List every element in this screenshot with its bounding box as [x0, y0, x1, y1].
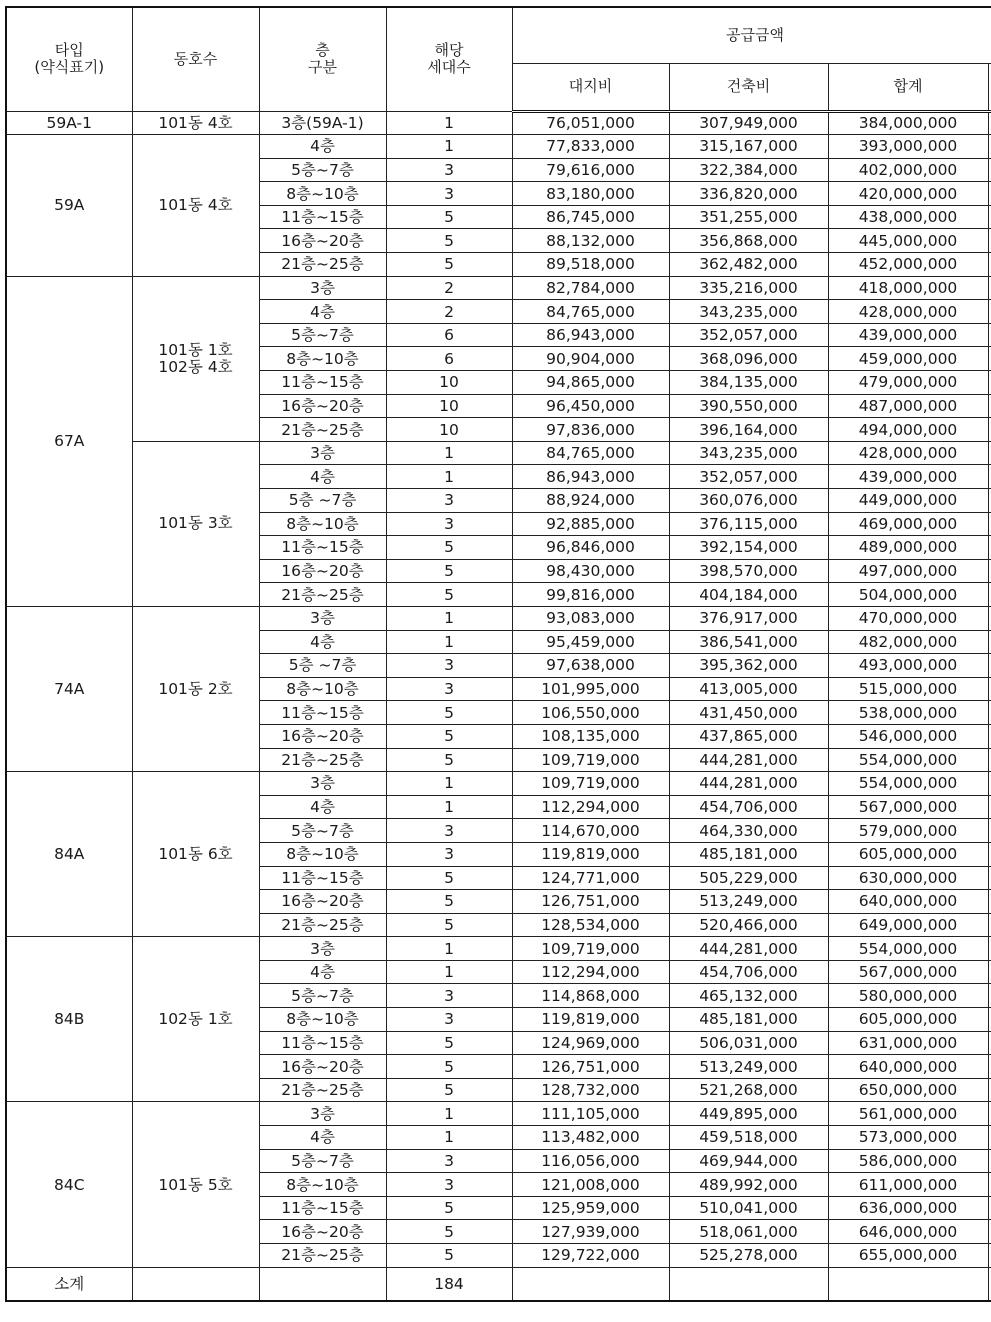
- total-cell: 384,000,000: [828, 111, 988, 135]
- land-cost-cell: 109,719,000: [512, 748, 669, 772]
- floor-cell: 3층: [259, 1102, 386, 1126]
- floor-cell: 3층: [259, 441, 386, 465]
- table-body: [6, 111, 991, 1301]
- total-cell: 655,000,000: [828, 1244, 988, 1268]
- units-cell: 5: [386, 1031, 512, 1055]
- units-cell: 1: [386, 1126, 512, 1150]
- building-cost-cell: 352,057,000: [669, 465, 828, 489]
- type-cell: 74A: [6, 606, 132, 771]
- dongho-cell: 101동 6호: [132, 772, 259, 937]
- type-cell: 84C: [6, 1102, 132, 1267]
- table-row: [6, 1102, 991, 1126]
- building-cost-cell: 465,132,000: [669, 984, 828, 1008]
- building-cost-cell: 505,229,000: [669, 866, 828, 890]
- units-cell: 6: [386, 323, 512, 347]
- floor-cell: 16층~20층: [259, 890, 386, 914]
- floor-cell: 21층~25층: [259, 1244, 386, 1268]
- building-cost-cell: 449,895,000: [669, 1102, 828, 1126]
- table-row: [6, 111, 991, 135]
- land-cost-cell: 112,294,000: [512, 960, 669, 984]
- floor-cell: 8층~10층: [259, 1173, 386, 1197]
- floor-cell: 5층~7층: [259, 819, 386, 843]
- land-cost-cell: 116,056,000: [512, 1149, 669, 1173]
- land-cost-cell: 113,482,000: [512, 1126, 669, 1150]
- floor-cell: 5층~7층: [259, 158, 386, 182]
- total-cell: 554,000,000: [828, 748, 988, 772]
- floor-cell: 16층~20층: [259, 229, 386, 253]
- units-cell: 5: [386, 701, 512, 725]
- total-cell: 479,000,000: [828, 371, 988, 395]
- building-cost-cell: 444,281,000: [669, 937, 828, 961]
- total-cell: 611,000,000: [828, 1173, 988, 1197]
- total-cell: 640,000,000: [828, 890, 988, 914]
- dongho-cell: 101동 4호: [132, 135, 259, 277]
- land-cost-cell: 128,534,000: [512, 913, 669, 937]
- floor-cell: 5층~7층: [259, 984, 386, 1008]
- units-cell: 1: [386, 795, 512, 819]
- dongho-cell: 101동 2호: [132, 606, 259, 771]
- units-cell: 5: [386, 913, 512, 937]
- building-cost-cell: 454,706,000: [669, 795, 828, 819]
- land-cost-cell: 126,751,000: [512, 1055, 669, 1079]
- land-cost-cell: 98,430,000: [512, 559, 669, 583]
- total-cell: 489,000,000: [828, 536, 988, 560]
- building-cost-cell: 431,450,000: [669, 701, 828, 725]
- floor-cell: 11층~15층: [259, 866, 386, 890]
- building-cost-cell: 469,944,000: [669, 1149, 828, 1173]
- total-cell: 482,000,000: [828, 630, 988, 654]
- dongho-cell: 102동 1호: [132, 937, 259, 1102]
- units-cell: 5: [386, 1220, 512, 1244]
- land-cost-cell: 79,616,000: [512, 158, 669, 182]
- subtotal-label: 소계: [6, 1267, 132, 1301]
- units-cell: 3: [386, 158, 512, 182]
- floor-cell: 11층~15층: [259, 701, 386, 725]
- total-cell: 631,000,000: [828, 1031, 988, 1055]
- total-cell: 567,000,000: [828, 960, 988, 984]
- dongho-cell: 101동 1호 102동 4호: [132, 276, 259, 441]
- floor-cell: 16층~20층: [259, 1220, 386, 1244]
- land-cost-cell: 90,904,000: [512, 347, 669, 371]
- land-cost-cell: 96,450,000: [512, 394, 669, 418]
- floor-cell: 4층: [259, 135, 386, 159]
- land-cost-cell: 119,819,000: [512, 842, 669, 866]
- land-cost-cell: 111,105,000: [512, 1102, 669, 1126]
- land-cost-cell: 129,722,000: [512, 1244, 669, 1268]
- building-cost-cell: 398,570,000: [669, 559, 828, 583]
- building-cost-cell: 368,096,000: [669, 347, 828, 371]
- land-cost-cell: 82,784,000: [512, 276, 669, 300]
- land-cost-cell: 92,885,000: [512, 512, 669, 536]
- total-cell: 459,000,000: [828, 347, 988, 371]
- land-cost-cell: 114,670,000: [512, 819, 669, 843]
- total-cell: 497,000,000: [828, 559, 988, 583]
- building-cost-cell: 513,249,000: [669, 890, 828, 914]
- total-cell: 579,000,000: [828, 819, 988, 843]
- building-cost-cell: 384,135,000: [669, 371, 828, 395]
- units-cell: 1: [386, 441, 512, 465]
- total-cell: 452,000,000: [828, 253, 988, 277]
- building-cost-cell: 390,550,000: [669, 394, 828, 418]
- total-cell: 630,000,000: [828, 866, 988, 890]
- building-cost-cell: 518,061,000: [669, 1220, 828, 1244]
- units-cell: 5: [386, 866, 512, 890]
- type-cell: 59A: [6, 135, 132, 277]
- building-cost-cell: 444,281,000: [669, 772, 828, 796]
- building-cost-cell: 335,216,000: [669, 276, 828, 300]
- floor-cell: 21층~25층: [259, 418, 386, 442]
- total-cell: 393,000,000: [828, 135, 988, 159]
- total-cell: 554,000,000: [828, 772, 988, 796]
- floor-cell: 21층~25층: [259, 913, 386, 937]
- land-cost-cell: 76,051,000: [512, 111, 669, 135]
- land-cost-cell: 86,943,000: [512, 465, 669, 489]
- subtotal-empty-cell: [259, 1267, 386, 1301]
- floor-cell: 5층~7층: [259, 1149, 386, 1173]
- subtotal-empty-cell: [132, 1267, 259, 1301]
- units-cell: 5: [386, 1055, 512, 1079]
- total-cell: 649,000,000: [828, 913, 988, 937]
- header-total: 합계: [828, 63, 988, 111]
- total-cell: 439,000,000: [828, 323, 988, 347]
- total-cell: 445,000,000: [828, 229, 988, 253]
- table-row: [6, 606, 991, 630]
- floor-cell: 8층~10층: [259, 677, 386, 701]
- land-cost-cell: 95,459,000: [512, 630, 669, 654]
- total-cell: 493,000,000: [828, 654, 988, 678]
- type-cell: 84B: [6, 937, 132, 1102]
- floor-cell: 3층: [259, 772, 386, 796]
- units-cell: 6: [386, 347, 512, 371]
- dongho-cell: 101동 3호: [132, 441, 259, 606]
- building-cost-cell: 386,541,000: [669, 630, 828, 654]
- land-cost-cell: 77,833,000: [512, 135, 669, 159]
- land-cost-cell: 86,943,000: [512, 323, 669, 347]
- floor-cell: 11층~15층: [259, 371, 386, 395]
- dongho-cell: 101동 4호: [132, 111, 259, 135]
- subtotal-empty-cell: [828, 1267, 988, 1301]
- floor-cell: 11층~15층: [259, 1031, 386, 1055]
- table-row: [6, 937, 991, 961]
- floor-cell: 16층~20층: [259, 724, 386, 748]
- building-cost-cell: 356,868,000: [669, 229, 828, 253]
- units-cell: 3: [386, 842, 512, 866]
- total-cell: 538,000,000: [828, 701, 988, 725]
- land-cost-cell: 83,180,000: [512, 182, 669, 206]
- table-row: [6, 276, 991, 300]
- land-cost-cell: 121,008,000: [512, 1173, 669, 1197]
- table-row: [6, 135, 991, 159]
- floor-cell: 4층: [259, 1126, 386, 1150]
- type-cell: 84A: [6, 772, 132, 937]
- building-cost-cell: 351,255,000: [669, 205, 828, 229]
- units-cell: 3: [386, 1173, 512, 1197]
- building-cost-cell: 520,466,000: [669, 913, 828, 937]
- units-cell: 5: [386, 536, 512, 560]
- units-cell: 2: [386, 300, 512, 324]
- units-cell: 1: [386, 960, 512, 984]
- building-cost-cell: 413,005,000: [669, 677, 828, 701]
- building-cost-cell: 336,820,000: [669, 182, 828, 206]
- land-cost-cell: 97,638,000: [512, 654, 669, 678]
- units-cell: 3: [386, 1149, 512, 1173]
- floor-cell: 21층~25층: [259, 253, 386, 277]
- total-cell: 504,000,000: [828, 583, 988, 607]
- floor-cell: 21층~25층: [259, 748, 386, 772]
- building-cost-cell: 360,076,000: [669, 489, 828, 513]
- building-cost-cell: 454,706,000: [669, 960, 828, 984]
- table-row: [6, 772, 991, 796]
- floor-cell: 11층~15층: [259, 536, 386, 560]
- units-cell: 1: [386, 135, 512, 159]
- units-cell: 5: [386, 559, 512, 583]
- units-cell: 3: [386, 677, 512, 701]
- units-cell: 3: [386, 984, 512, 1008]
- building-cost-cell: 396,164,000: [669, 418, 828, 442]
- floor-cell: 3층(59A-1): [259, 111, 386, 135]
- floor-cell: 8층~10층: [259, 182, 386, 206]
- land-cost-cell: 88,924,000: [512, 489, 669, 513]
- units-cell: 3: [386, 512, 512, 536]
- total-cell: 418,000,000: [828, 276, 988, 300]
- units-cell: 3: [386, 489, 512, 513]
- units-cell: 1: [386, 111, 512, 135]
- building-cost-cell: 362,482,000: [669, 253, 828, 277]
- floor-cell: 4층: [259, 465, 386, 489]
- floor-cell: 4층: [259, 795, 386, 819]
- floor-cell: 4층: [259, 630, 386, 654]
- total-cell: 605,000,000: [828, 1008, 988, 1032]
- building-cost-cell: 352,057,000: [669, 323, 828, 347]
- floor-cell: 11층~15층: [259, 205, 386, 229]
- land-cost-cell: 93,083,000: [512, 606, 669, 630]
- total-cell: 469,000,000: [828, 512, 988, 536]
- land-cost-cell: 108,135,000: [512, 724, 669, 748]
- floor-cell: 5층 ~7층: [259, 489, 386, 513]
- header-supply-amount: 공급금액: [512, 7, 991, 63]
- header-type: 타입 (약식표기): [6, 7, 132, 111]
- floor-cell: 3층: [259, 606, 386, 630]
- land-cost-cell: 89,518,000: [512, 253, 669, 277]
- total-cell: 561,000,000: [828, 1102, 988, 1126]
- supply-price-table: [5, 6, 991, 1302]
- total-cell: 646,000,000: [828, 1220, 988, 1244]
- header-units: 해당 세대수: [386, 7, 512, 111]
- land-cost-cell: 97,836,000: [512, 418, 669, 442]
- total-cell: 487,000,000: [828, 394, 988, 418]
- building-cost-cell: 464,330,000: [669, 819, 828, 843]
- floor-cell: 5층 ~7층: [259, 654, 386, 678]
- building-cost-cell: 392,154,000: [669, 536, 828, 560]
- total-cell: 650,000,000: [828, 1078, 988, 1102]
- land-cost-cell: 109,719,000: [512, 772, 669, 796]
- land-cost-cell: 119,819,000: [512, 1008, 669, 1032]
- floor-cell: 4층: [259, 300, 386, 324]
- header-dongho: 동호수: [132, 7, 259, 111]
- units-cell: 5: [386, 583, 512, 607]
- units-cell: 3: [386, 182, 512, 206]
- total-cell: 573,000,000: [828, 1126, 988, 1150]
- building-cost-cell: 489,992,000: [669, 1173, 828, 1197]
- total-cell: 567,000,000: [828, 795, 988, 819]
- total-cell: 554,000,000: [828, 937, 988, 961]
- floor-cell: 8층~10층: [259, 512, 386, 536]
- floor-cell: 16층~20층: [259, 1055, 386, 1079]
- land-cost-cell: 88,132,000: [512, 229, 669, 253]
- units-cell: 3: [386, 819, 512, 843]
- building-cost-cell: 343,235,000: [669, 441, 828, 465]
- land-cost-cell: 128,732,000: [512, 1078, 669, 1102]
- floor-cell: 3층: [259, 276, 386, 300]
- building-cost-cell: 444,281,000: [669, 748, 828, 772]
- units-cell: 3: [386, 1008, 512, 1032]
- building-cost-cell: 376,115,000: [669, 512, 828, 536]
- floor-cell: 16층~20층: [259, 394, 386, 418]
- total-cell: 546,000,000: [828, 724, 988, 748]
- total-cell: 449,000,000: [828, 489, 988, 513]
- total-cell: 438,000,000: [828, 205, 988, 229]
- building-cost-cell: 485,181,000: [669, 1008, 828, 1032]
- units-cell: 10: [386, 418, 512, 442]
- total-cell: 494,000,000: [828, 418, 988, 442]
- total-cell: 586,000,000: [828, 1149, 988, 1173]
- building-cost-cell: 307,949,000: [669, 111, 828, 135]
- land-cost-cell: 94,865,000: [512, 371, 669, 395]
- units-cell: 1: [386, 772, 512, 796]
- land-cost-cell: 84,765,000: [512, 441, 669, 465]
- building-cost-cell: 395,362,000: [669, 654, 828, 678]
- total-cell: 640,000,000: [828, 1055, 988, 1079]
- building-cost-cell: 459,518,000: [669, 1126, 828, 1150]
- units-cell: 10: [386, 371, 512, 395]
- land-cost-cell: 106,550,000: [512, 701, 669, 725]
- header-building-cost: 건축비: [669, 63, 828, 111]
- total-cell: 420,000,000: [828, 182, 988, 206]
- units-cell: 5: [386, 1196, 512, 1220]
- units-cell: 5: [386, 1244, 512, 1268]
- total-cell: 428,000,000: [828, 441, 988, 465]
- units-cell: 5: [386, 724, 512, 748]
- floor-cell: 11층~15층: [259, 1196, 386, 1220]
- units-cell: 5: [386, 229, 512, 253]
- building-cost-cell: 343,235,000: [669, 300, 828, 324]
- building-cost-cell: 521,268,000: [669, 1078, 828, 1102]
- units-cell: 5: [386, 205, 512, 229]
- land-cost-cell: 125,959,000: [512, 1196, 669, 1220]
- floor-cell: 3층: [259, 937, 386, 961]
- units-cell: 1: [386, 465, 512, 489]
- land-cost-cell: 127,939,000: [512, 1220, 669, 1244]
- units-cell: 2: [386, 276, 512, 300]
- type-cell: 67A: [6, 276, 132, 606]
- building-cost-cell: 315,167,000: [669, 135, 828, 159]
- units-cell: 5: [386, 890, 512, 914]
- floor-cell: 8층~10층: [259, 842, 386, 866]
- building-cost-cell: 510,041,000: [669, 1196, 828, 1220]
- building-cost-cell: 437,865,000: [669, 724, 828, 748]
- floor-cell: 5층~7층: [259, 323, 386, 347]
- building-cost-cell: 485,181,000: [669, 842, 828, 866]
- total-cell: 605,000,000: [828, 842, 988, 866]
- land-cost-cell: 126,751,000: [512, 890, 669, 914]
- total-cell: 515,000,000: [828, 677, 988, 701]
- land-cost-cell: 124,969,000: [512, 1031, 669, 1055]
- land-cost-cell: 101,995,000: [512, 677, 669, 701]
- type-cell: 59A-1: [6, 111, 132, 135]
- building-cost-cell: 404,184,000: [669, 583, 828, 607]
- total-cell: 580,000,000: [828, 984, 988, 1008]
- land-cost-cell: 112,294,000: [512, 795, 669, 819]
- land-cost-cell: 124,771,000: [512, 866, 669, 890]
- header-floor: 층 구분: [259, 7, 386, 111]
- subtotal-units: 184: [386, 1267, 512, 1301]
- land-cost-cell: 99,816,000: [512, 583, 669, 607]
- building-cost-cell: 322,384,000: [669, 158, 828, 182]
- units-cell: 10: [386, 394, 512, 418]
- total-cell: 439,000,000: [828, 465, 988, 489]
- dongho-cell: 101동 5호: [132, 1102, 259, 1267]
- table-row: [6, 441, 991, 465]
- units-cell: 5: [386, 253, 512, 277]
- subtotal-empty-cell: [669, 1267, 828, 1301]
- units-cell: 3: [386, 654, 512, 678]
- total-cell: 428,000,000: [828, 300, 988, 324]
- land-cost-cell: 84,765,000: [512, 300, 669, 324]
- building-cost-cell: 525,278,000: [669, 1244, 828, 1268]
- floor-cell: 16층~20층: [259, 559, 386, 583]
- floor-cell: 21층~25층: [259, 583, 386, 607]
- units-cell: 1: [386, 630, 512, 654]
- units-cell: 1: [386, 606, 512, 630]
- floor-cell: 8층~10층: [259, 1008, 386, 1032]
- land-cost-cell: 86,745,000: [512, 205, 669, 229]
- building-cost-cell: 506,031,000: [669, 1031, 828, 1055]
- floor-cell: 4층: [259, 960, 386, 984]
- land-cost-cell: 114,868,000: [512, 984, 669, 1008]
- header-land-cost: 대지비: [512, 63, 669, 111]
- units-cell: 1: [386, 937, 512, 961]
- subtotal-row: [6, 1267, 991, 1301]
- units-cell: 5: [386, 1078, 512, 1102]
- building-cost-cell: 376,917,000: [669, 606, 828, 630]
- subtotal-empty-cell: [512, 1267, 669, 1301]
- land-cost-cell: 109,719,000: [512, 937, 669, 961]
- floor-cell: 8층~10층: [259, 347, 386, 371]
- units-cell: 1: [386, 1102, 512, 1126]
- total-cell: 402,000,000: [828, 158, 988, 182]
- floor-cell: 21층~25층: [259, 1078, 386, 1102]
- total-cell: 636,000,000: [828, 1196, 988, 1220]
- units-cell: 5: [386, 748, 512, 772]
- land-cost-cell: 96,846,000: [512, 536, 669, 560]
- total-cell: 470,000,000: [828, 606, 988, 630]
- building-cost-cell: 513,249,000: [669, 1055, 828, 1079]
